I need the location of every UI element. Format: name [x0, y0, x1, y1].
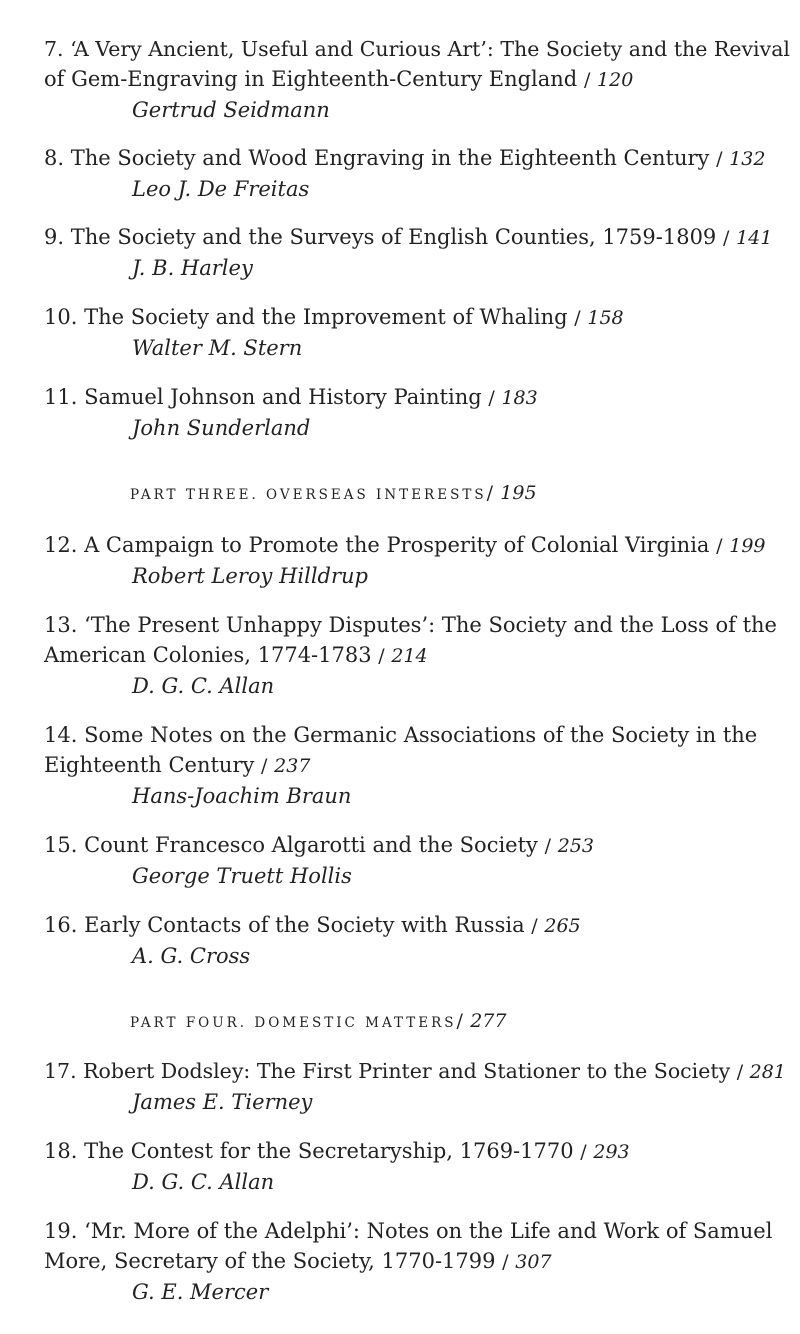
entry-title-line-last	[44, 382, 792, 413]
toc-entry-10	[44, 302, 792, 363]
page-number: 199	[729, 535, 766, 557]
entry-title-line-last	[44, 64, 792, 95]
entry-title-line-last	[44, 143, 792, 174]
entry-author: D. G. C. Allan	[132, 1170, 275, 1194]
toc-entry-9	[44, 222, 792, 283]
entry-title-line-last	[44, 222, 792, 253]
page-number: 307	[515, 1251, 552, 1273]
toc-entry-18	[44, 1136, 792, 1197]
entry-author: A. G. Cross	[132, 944, 251, 968]
page-separator: /	[580, 1141, 587, 1163]
entry-title-text: American Colonies, 1774-1783	[44, 643, 372, 667]
entry-title-line-last	[44, 750, 792, 781]
entry-author: D. G. C. Allan	[132, 674, 275, 698]
entry-title-text: Eighteenth Century	[44, 753, 255, 777]
page-separator: /	[716, 148, 723, 170]
page-separator: /	[488, 387, 495, 409]
entry-title-text: 9. The Society and the Surveys of English Counties, 1759-1809	[44, 225, 717, 249]
toc-entry-7	[44, 34, 792, 125]
entry-title-line-last	[44, 530, 792, 561]
page-number: 265	[544, 915, 581, 937]
entry-title-line-last	[44, 1246, 792, 1277]
entry-title-line: 7. ‘A Very Ancient, Useful and Curious Art’: The Society and the Revival	[44, 37, 790, 61]
toc-entry-8	[44, 143, 792, 204]
entry-author: John Sunderland	[132, 416, 311, 440]
page-separator: /	[486, 482, 493, 504]
part-label: PART FOUR. DOMESTIC MATTERS	[130, 1015, 457, 1031]
page-separator: /	[531, 915, 538, 937]
entry-title-line-last	[44, 302, 792, 333]
entry-author: Hans-Joachim Braun	[132, 784, 352, 808]
page-separator: /	[583, 69, 591, 91]
entry-title-text: 18. The Contest for the Secretaryship, 1769-1770	[44, 1139, 574, 1163]
page-separator: /	[261, 755, 268, 777]
page-number: 183	[501, 387, 538, 409]
entry-title-line-last	[44, 830, 792, 861]
toc-entry-15	[44, 830, 792, 891]
entry-title-text: 10. The Society and the Improvement of Whaling	[44, 305, 568, 329]
toc-entry-17	[44, 1056, 792, 1117]
entry-title-line: 19. ‘Mr. More of the Adelphi’: Notes on the Life and Work of Samuel	[44, 1219, 773, 1243]
entry-title-text: of Gem-Engraving in Eighteenth-Century England	[44, 67, 578, 91]
entry-title-line: 14. Some Notes on the Germanic Associations of the Society in the	[44, 723, 758, 747]
toc-entry-13	[44, 610, 792, 701]
page-separator: /	[736, 1061, 744, 1083]
page-separator: /	[723, 227, 730, 249]
page-number: 253	[557, 835, 594, 857]
page-number: 277	[470, 1010, 507, 1032]
entry-title-text: 12. A Campaign to Promote the Prosperity of Colonial Virginia	[44, 533, 710, 557]
entry-author: George Truett Hollis	[132, 864, 352, 888]
page-number: 195	[500, 482, 537, 504]
entry-author: Robert Leroy Hilldrup	[132, 564, 368, 588]
page-number: 214	[391, 645, 428, 667]
page-separator: /	[378, 645, 385, 667]
entry-title-text: 11. Samuel Johnson and History Painting	[44, 385, 482, 409]
entry-title-text: 17. Robert Dodsley: The First Printer and Stationer to the Society	[44, 1059, 731, 1083]
entry-title-line-last	[44, 910, 792, 941]
part-four-heading	[130, 1010, 506, 1032]
toc-entry-12	[44, 530, 792, 591]
entry-title-text: 15. Count Francesco Algarotti and the Society	[44, 833, 538, 857]
page-number: 237	[274, 755, 311, 777]
entry-title-line-last	[44, 640, 792, 671]
page-separator: /	[574, 307, 581, 329]
entry-author: Gertrud Seidmann	[132, 98, 330, 122]
page-separator: /	[502, 1251, 509, 1273]
entry-title-text: 8. The Society and Wood Engraving in the Eighteenth Century	[44, 146, 710, 170]
entry-title-line-last	[44, 1136, 792, 1167]
page-number: 141	[736, 227, 773, 249]
entry-title-line-last	[44, 1056, 792, 1087]
toc-entry-11	[44, 382, 792, 443]
page-separator: /	[716, 535, 723, 557]
entry-author: James E. Tierney	[132, 1090, 313, 1114]
entry-title-text: More, Secretary of the Society, 1770-1799	[44, 1249, 496, 1273]
entry-author: G. E. Mercer	[132, 1280, 269, 1304]
entry-author: Walter M. Stern	[132, 336, 303, 360]
entry-title-line: 13. ‘The Present Unhappy Disputes’: The Society and the Loss of the	[44, 613, 777, 637]
part-three-heading	[130, 482, 537, 504]
part-label: PART THREE. OVERSEAS INTERESTS	[130, 487, 487, 503]
toc-entry-14	[44, 720, 792, 811]
toc-entry-19	[44, 1216, 792, 1307]
page-number: 293	[593, 1141, 630, 1163]
page-number: 158	[587, 307, 624, 329]
entry-author: J. B. Harley	[132, 256, 253, 280]
page-number: 132	[729, 148, 766, 170]
page-separator: /	[456, 1010, 463, 1032]
page-number: 120	[597, 69, 634, 91]
toc-entry-16	[44, 910, 792, 971]
page-separator: /	[544, 835, 552, 857]
entry-title-text: 16. Early Contacts of the Society with Russia	[44, 913, 525, 937]
entry-author: Leo J. De Freitas	[132, 177, 310, 201]
page-number: 281	[749, 1061, 786, 1083]
